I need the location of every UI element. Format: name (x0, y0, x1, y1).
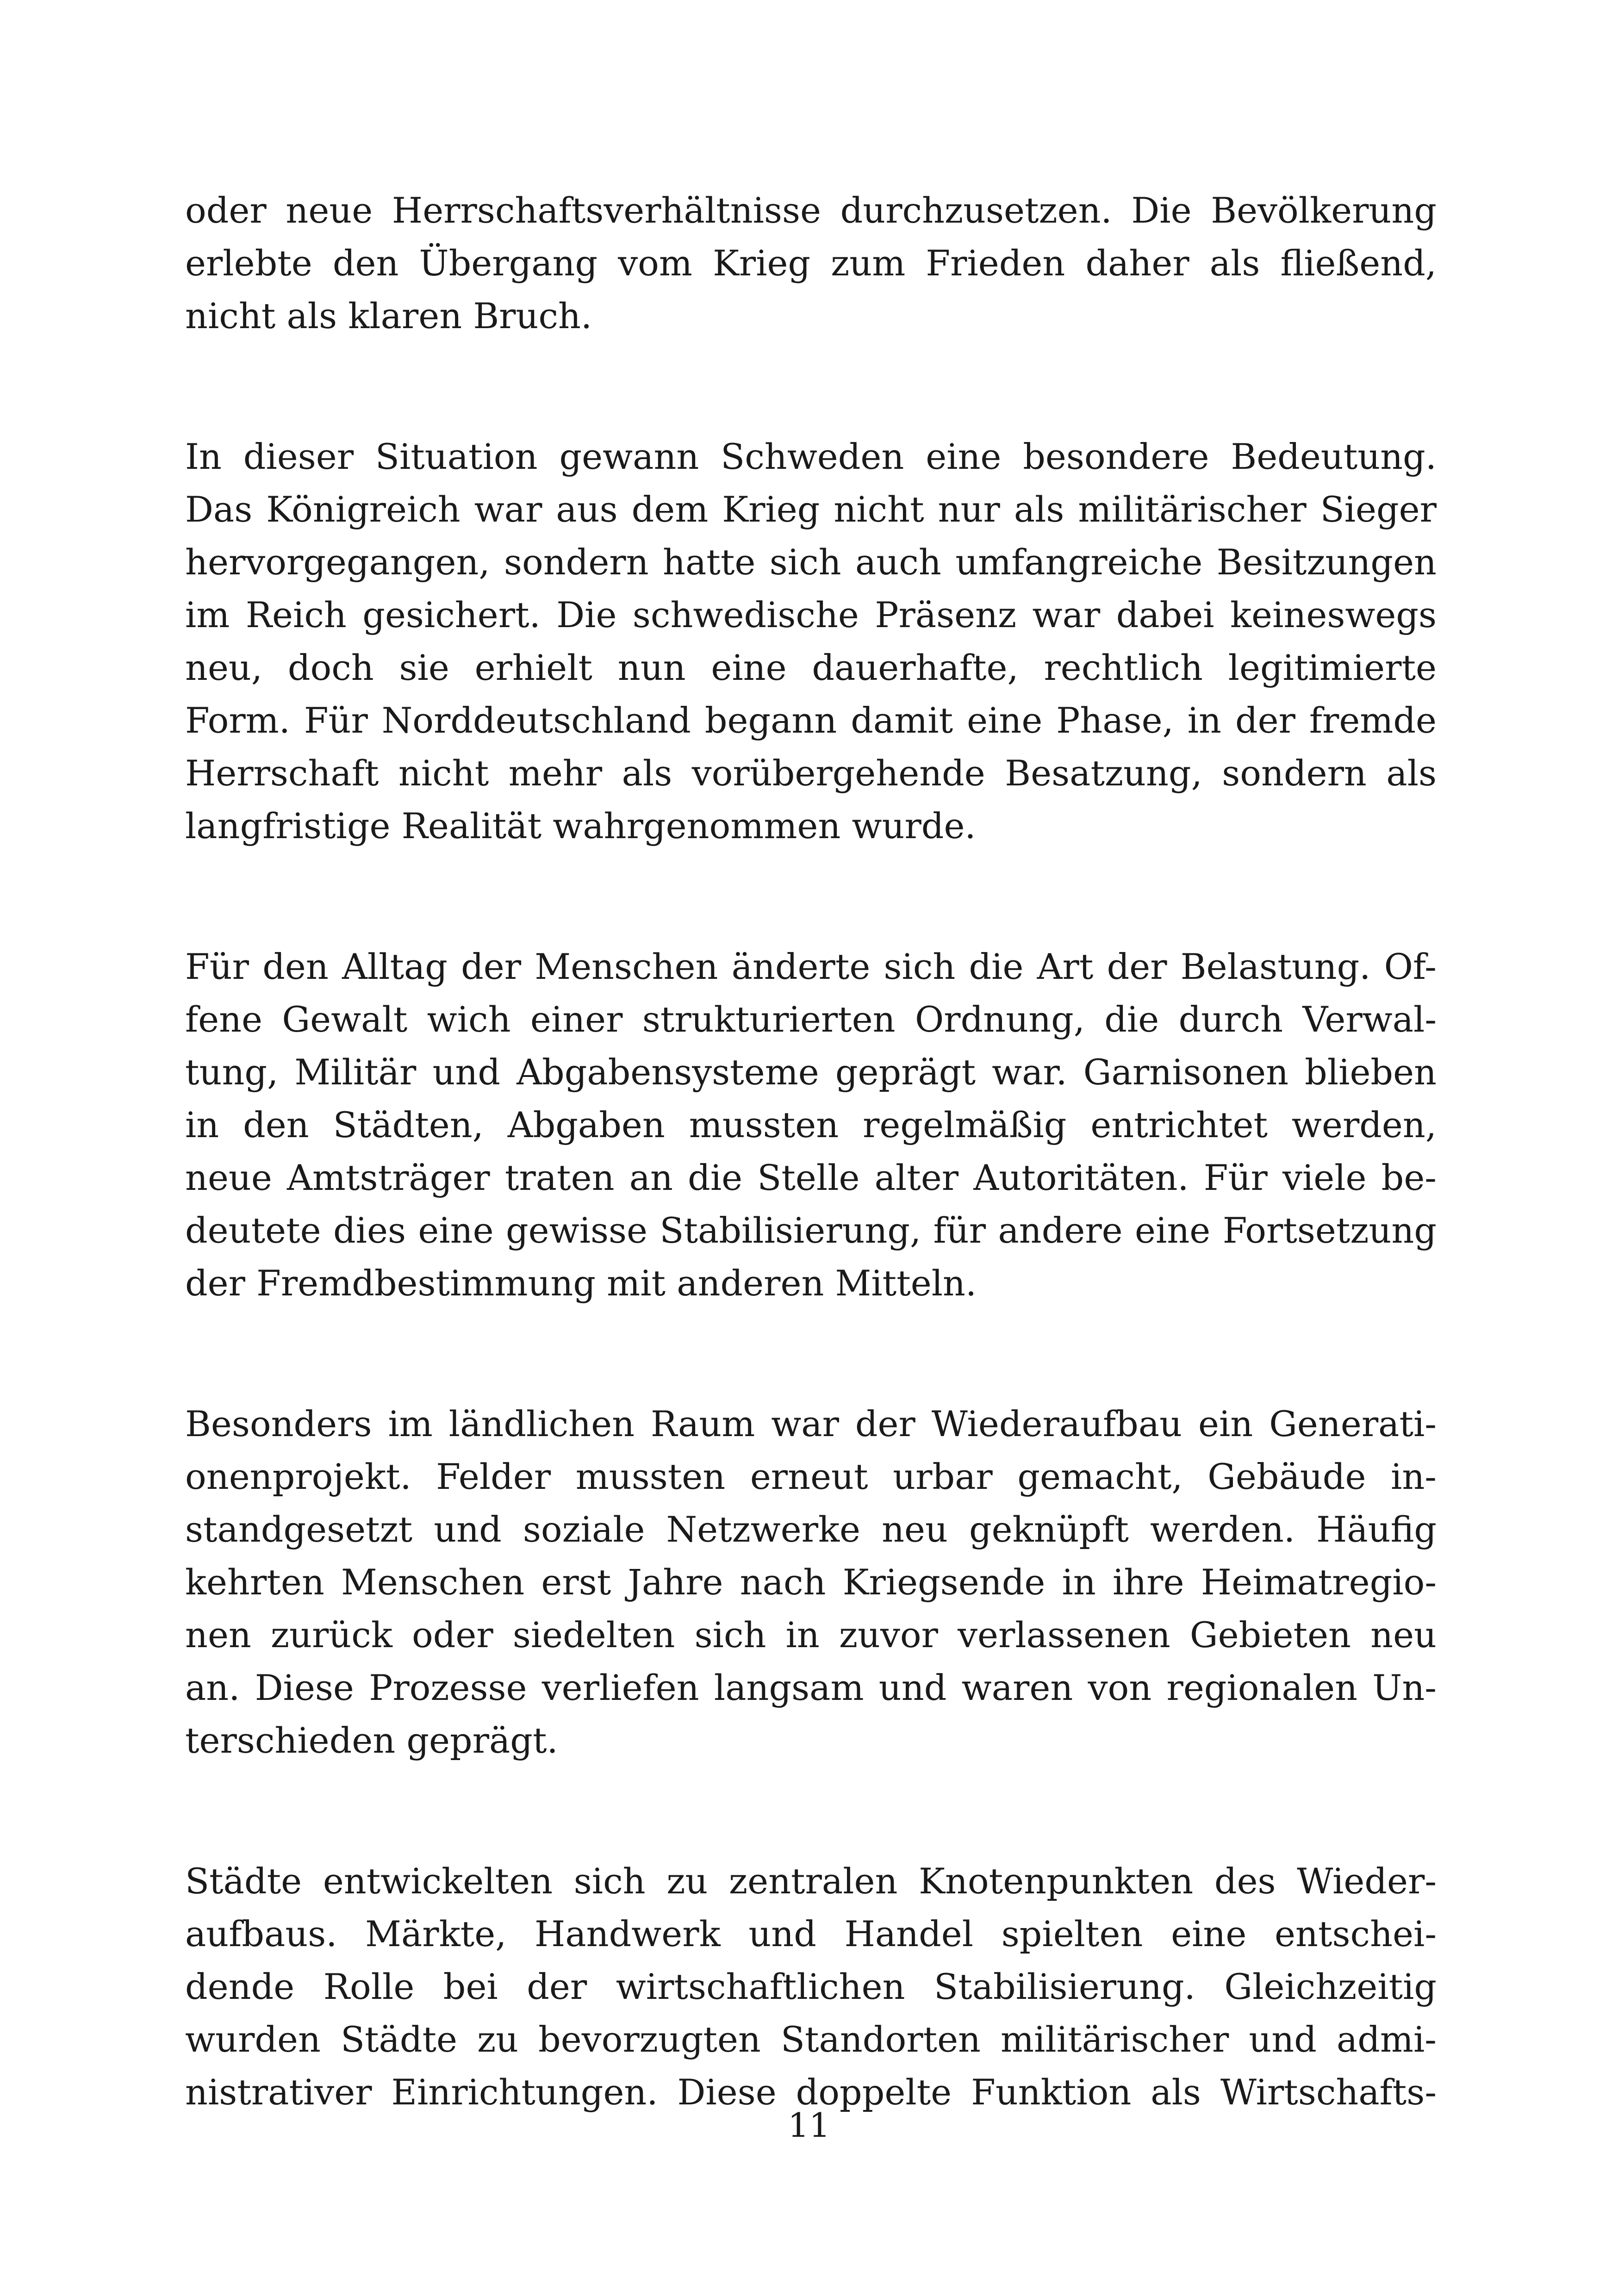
paragraph (185, 184, 1437, 342)
text-line: aufbaus. Märkte, Handwerk und Handel spielten eine entschei- (185, 1913, 1437, 1954)
paragraph (185, 940, 1437, 1310)
text-line: erlebte den Übergang vom Krieg zum Frieden daher als fließend, (185, 243, 1437, 284)
text-line: dende Rolle bei der wirtschaftlichen Stabilisierung. Gleichzeitig (185, 1966, 1437, 2007)
text-line: neue Amtsträger traten an die Stelle alter Autoritäten. Für viele be- (185, 1157, 1437, 1198)
text-line: Für den Alltag der Menschen änderte sich die Art der Belastung. Of- (185, 946, 1437, 987)
text-line: in den Städten, Abgaben mussten regelmäßig entrichtet werden, (185, 1104, 1437, 1145)
page-number: 11 (788, 2106, 830, 2145)
text-line: nen zurück oder siedelten sich in zuvor verlassenen Gebieten neu (185, 1614, 1437, 1655)
text-line: kehrten Menschen erst Jahre nach Kriegsende in ihre Heimatregio- (185, 1562, 1437, 1603)
text-line: der Fremdbestimmung mit anderen Mitteln. (185, 1263, 977, 1304)
text-line: im Reich gesichert. Die schwedische Präsenz war dabei keineswegs (185, 594, 1437, 635)
text-line: oder neue Herrschaftsverhältnisse durchzusetzen. Die Bevölkerung (185, 190, 1437, 231)
text-line: Form. Für Norddeutschland begann damit eine Phase, in der fremde (185, 700, 1437, 741)
text-line: wurden Städte zu bevorzugten Standorten militärischer und admi- (185, 2019, 1437, 2060)
text-line: standgesetzt und soziale Netzwerke neu geknüpft werden. Häufig (185, 1509, 1437, 1550)
text-line: neu, doch sie erhielt nun eine dauerhafte, rechtlich legitimierte (185, 647, 1437, 688)
text-line: hervorgegangen, sondern hatte sich auch umfangreiche Besitzungen (185, 541, 1437, 583)
text-line: Besonders im ländlichen Raum war der Wiederaufbau ein Generati- (185, 1403, 1437, 1444)
text-line: In dieser Situation gewann Schweden eine besondere Bedeutung. (185, 436, 1437, 477)
text-line: Das Königreich war aus dem Krieg nicht nur als militärischer Sieger (185, 489, 1437, 530)
paragraph (185, 1855, 1437, 2119)
text-line: Herrschaft nicht mehr als vorübergehende Besatzung, sondern als (185, 753, 1437, 794)
body-text (185, 184, 1437, 2207)
paragraph (185, 1398, 1437, 1767)
text-line: nicht als klaren Bruch. (185, 295, 592, 336)
paragraph (185, 430, 1437, 852)
text-line: terschieden geprägt. (185, 1720, 558, 1761)
text-line: Städte entwickelten sich zu zentralen Knotenpunkten des Wieder- (185, 1860, 1437, 1902)
text-line: nistrativer Einrichtungen. Diese doppelte Funktion als Wirtschafts- (185, 2072, 1437, 2113)
text-line: an. Diese Prozesse verliefen langsam und waren von regionalen Un- (185, 1667, 1437, 1708)
text-line: langfristige Realität wahrgenommen wurde. (185, 805, 976, 846)
text-line: tung, Militär und Abgabensysteme geprägt war. Garnisonen blieben (185, 1052, 1437, 1093)
text-line: onenprojekt. Felder mussten erneut urbar gemacht, Gebäude in- (185, 1456, 1437, 1497)
text-line: fene Gewalt wich einer strukturierten Ordnung, die durch Verwal- (185, 999, 1437, 1040)
text-line: deutete dies eine gewisse Stabilisierung, für andere eine Fortsetzung (185, 1210, 1437, 1251)
